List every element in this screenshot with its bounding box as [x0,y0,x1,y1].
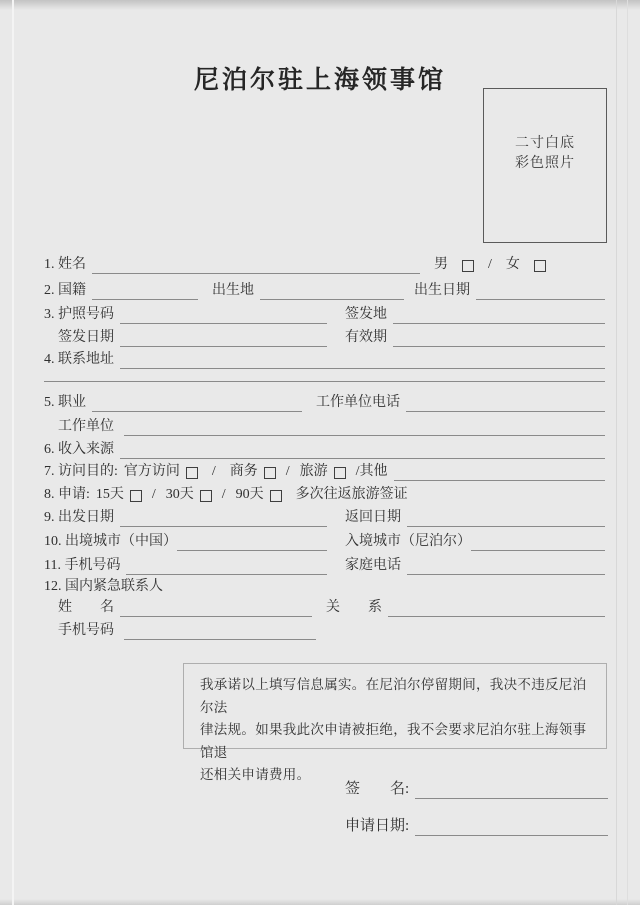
issue-date-input-line[interactable] [120,333,327,347]
birthdate-label: 出生日期 [414,283,470,298]
male-label: 男 [434,257,448,272]
male-checkbox[interactable] [462,260,474,272]
emergency-name-input-line[interactable] [120,603,312,617]
row-emergency-name-relation [44,598,605,617]
nationality-label: 2. 国籍 [44,283,86,298]
female-checkbox[interactable] [534,260,546,272]
entry-city-label: 入境城市（尼泊尔） [345,534,471,549]
row-emergency-mobile [44,621,605,640]
emergency-name-label: 姓 名 [58,600,114,615]
scan-edge-top [0,0,640,10]
row-work-unit [44,417,605,436]
emergency-mobile-label: 手机号码 [58,623,114,638]
row-application-date [345,816,608,836]
mobile-number-input-line[interactable] [126,561,327,575]
mobile-number-label: 11. 手机号码 [44,558,121,573]
row-issuedate-validity [44,328,605,347]
emergency-mobile-input-line[interactable] [124,626,316,640]
occupation-input-line[interactable] [92,398,302,412]
signature-label: 签 名: [345,781,410,797]
work-phone-input-line[interactable] [406,398,605,412]
return-date-input-line[interactable] [407,513,605,527]
return-date-label: 返回日期 [345,510,401,525]
tourism-label: 旅游 [299,464,328,479]
days30-checkbox[interactable] [200,490,212,502]
scan-edge-right [616,0,617,905]
home-phone-input-line[interactable] [407,561,605,575]
duration-separator-1: / [151,487,156,502]
purpose-separator-2: / [285,464,290,479]
birthplace-label: 出生地 [212,283,254,298]
occupation-label: 5. 职业 [44,395,86,410]
passport-number-input-line[interactable] [120,310,327,324]
row-passport-issueplace [44,305,605,324]
row-contact-address-cont [44,363,605,382]
income-source-label: 6. 收入来源 [44,442,114,457]
business-checkbox[interactable] [264,467,276,479]
tourism-checkbox[interactable] [334,467,346,479]
other-purpose-label: /其他 [355,464,388,479]
days90-label: 90天 [235,487,264,502]
row-visa-duration [44,485,605,504]
days15-checkbox[interactable] [130,490,142,502]
row-departure-return [44,508,605,527]
days15-label: 15天 [95,487,124,502]
row-emergency-contact [44,577,605,596]
row-mobile-homephone [44,556,605,575]
exit-city-input-line[interactable] [177,537,327,551]
days90-checkbox[interactable] [270,490,282,502]
form-title: 尼泊尔驻上海领事馆 [193,67,446,94]
passport-number-label: 3. 护照号码 [44,307,114,322]
row-occupation-workphone [44,393,605,412]
scan-edge-bottom [0,899,640,905]
days30-label: 30天 [165,487,194,502]
visit-purpose-label: 7. 访问目的: [44,464,118,479]
apply-label: 8. 申请: [44,487,90,502]
birthplace-input-line[interactable] [260,286,404,300]
application-date-label: 申请日期: [345,818,410,834]
emergency-relation-label: 关 系 [326,600,382,615]
declaration-line1: 我承诺以上填写信息属实。在尼泊尔停留期间，我决不违反尼泊尔法 [200,677,587,715]
other-purpose-input-line[interactable] [394,467,605,481]
official-visit-label: 官方访问 [123,464,180,479]
purpose-separator-1: / [211,464,216,479]
declaration-line2: 律法规。如果我此次申请被拒绝，我不会要求尼泊尔驻上海领事馆退 [200,722,587,760]
issue-date-label: 签发日期 [58,330,114,345]
photo-box-line1: 二寸白底 [515,136,575,151]
validity-input-line[interactable] [393,333,605,347]
departure-date-input-line[interactable] [120,513,327,527]
business-label: 商务 [229,464,258,479]
income-source-input-line[interactable] [120,445,605,459]
entry-city-input-line[interactable] [471,537,605,551]
work-unit-label: 工作单位 [58,419,114,434]
scan-edge-right-outer [627,0,628,905]
row-visit-purpose [44,462,605,481]
sex-separator: / [488,257,492,272]
signature-input-line[interactable] [415,784,608,799]
name-label: 1. 姓名 [44,257,86,272]
departure-date-label: 9. 出发日期 [44,510,114,525]
work-unit-input-line[interactable] [124,422,605,436]
home-phone-label: 家庭电话 [345,558,401,573]
exit-city-label: 10. 出境城市（中国） [44,534,177,549]
photo-box-line2: 彩色照片 [515,156,575,171]
validity-label: 有效期 [345,330,387,345]
row-income-source [44,440,605,459]
contact-address-label: 4. 联系地址 [44,352,114,367]
row-signature [345,779,608,799]
row-nationality-birth [44,281,605,300]
issue-place-input-line[interactable] [393,310,605,324]
contact-address-input-line2[interactable] [44,368,605,382]
declaration-box [183,663,607,782]
application-date-input-line[interactable] [415,821,608,836]
official-visit-checkbox[interactable] [186,467,198,479]
row-name-sex [44,255,605,274]
duration-separator-2: / [221,487,226,502]
name-input-line[interactable] [92,260,420,274]
emergency-contact-label: 12. 国内紧急联系人 [44,579,163,594]
scan-edge-left [12,0,14,905]
photo-placeholder-box [483,88,607,243]
work-phone-label: 工作单位电话 [316,395,400,410]
declaration-line3: 还相关申请费用。 [200,767,311,782]
nationality-input-line[interactable] [92,286,198,300]
birthdate-input-line[interactable] [476,286,605,300]
row-exit-entry-city [44,532,605,551]
issue-place-label: 签发地 [345,307,387,322]
female-label: 女 [505,257,520,272]
emergency-relation-input-line[interactable] [388,603,605,617]
multi-entry-label: 多次往返旅游签证 [295,487,408,502]
